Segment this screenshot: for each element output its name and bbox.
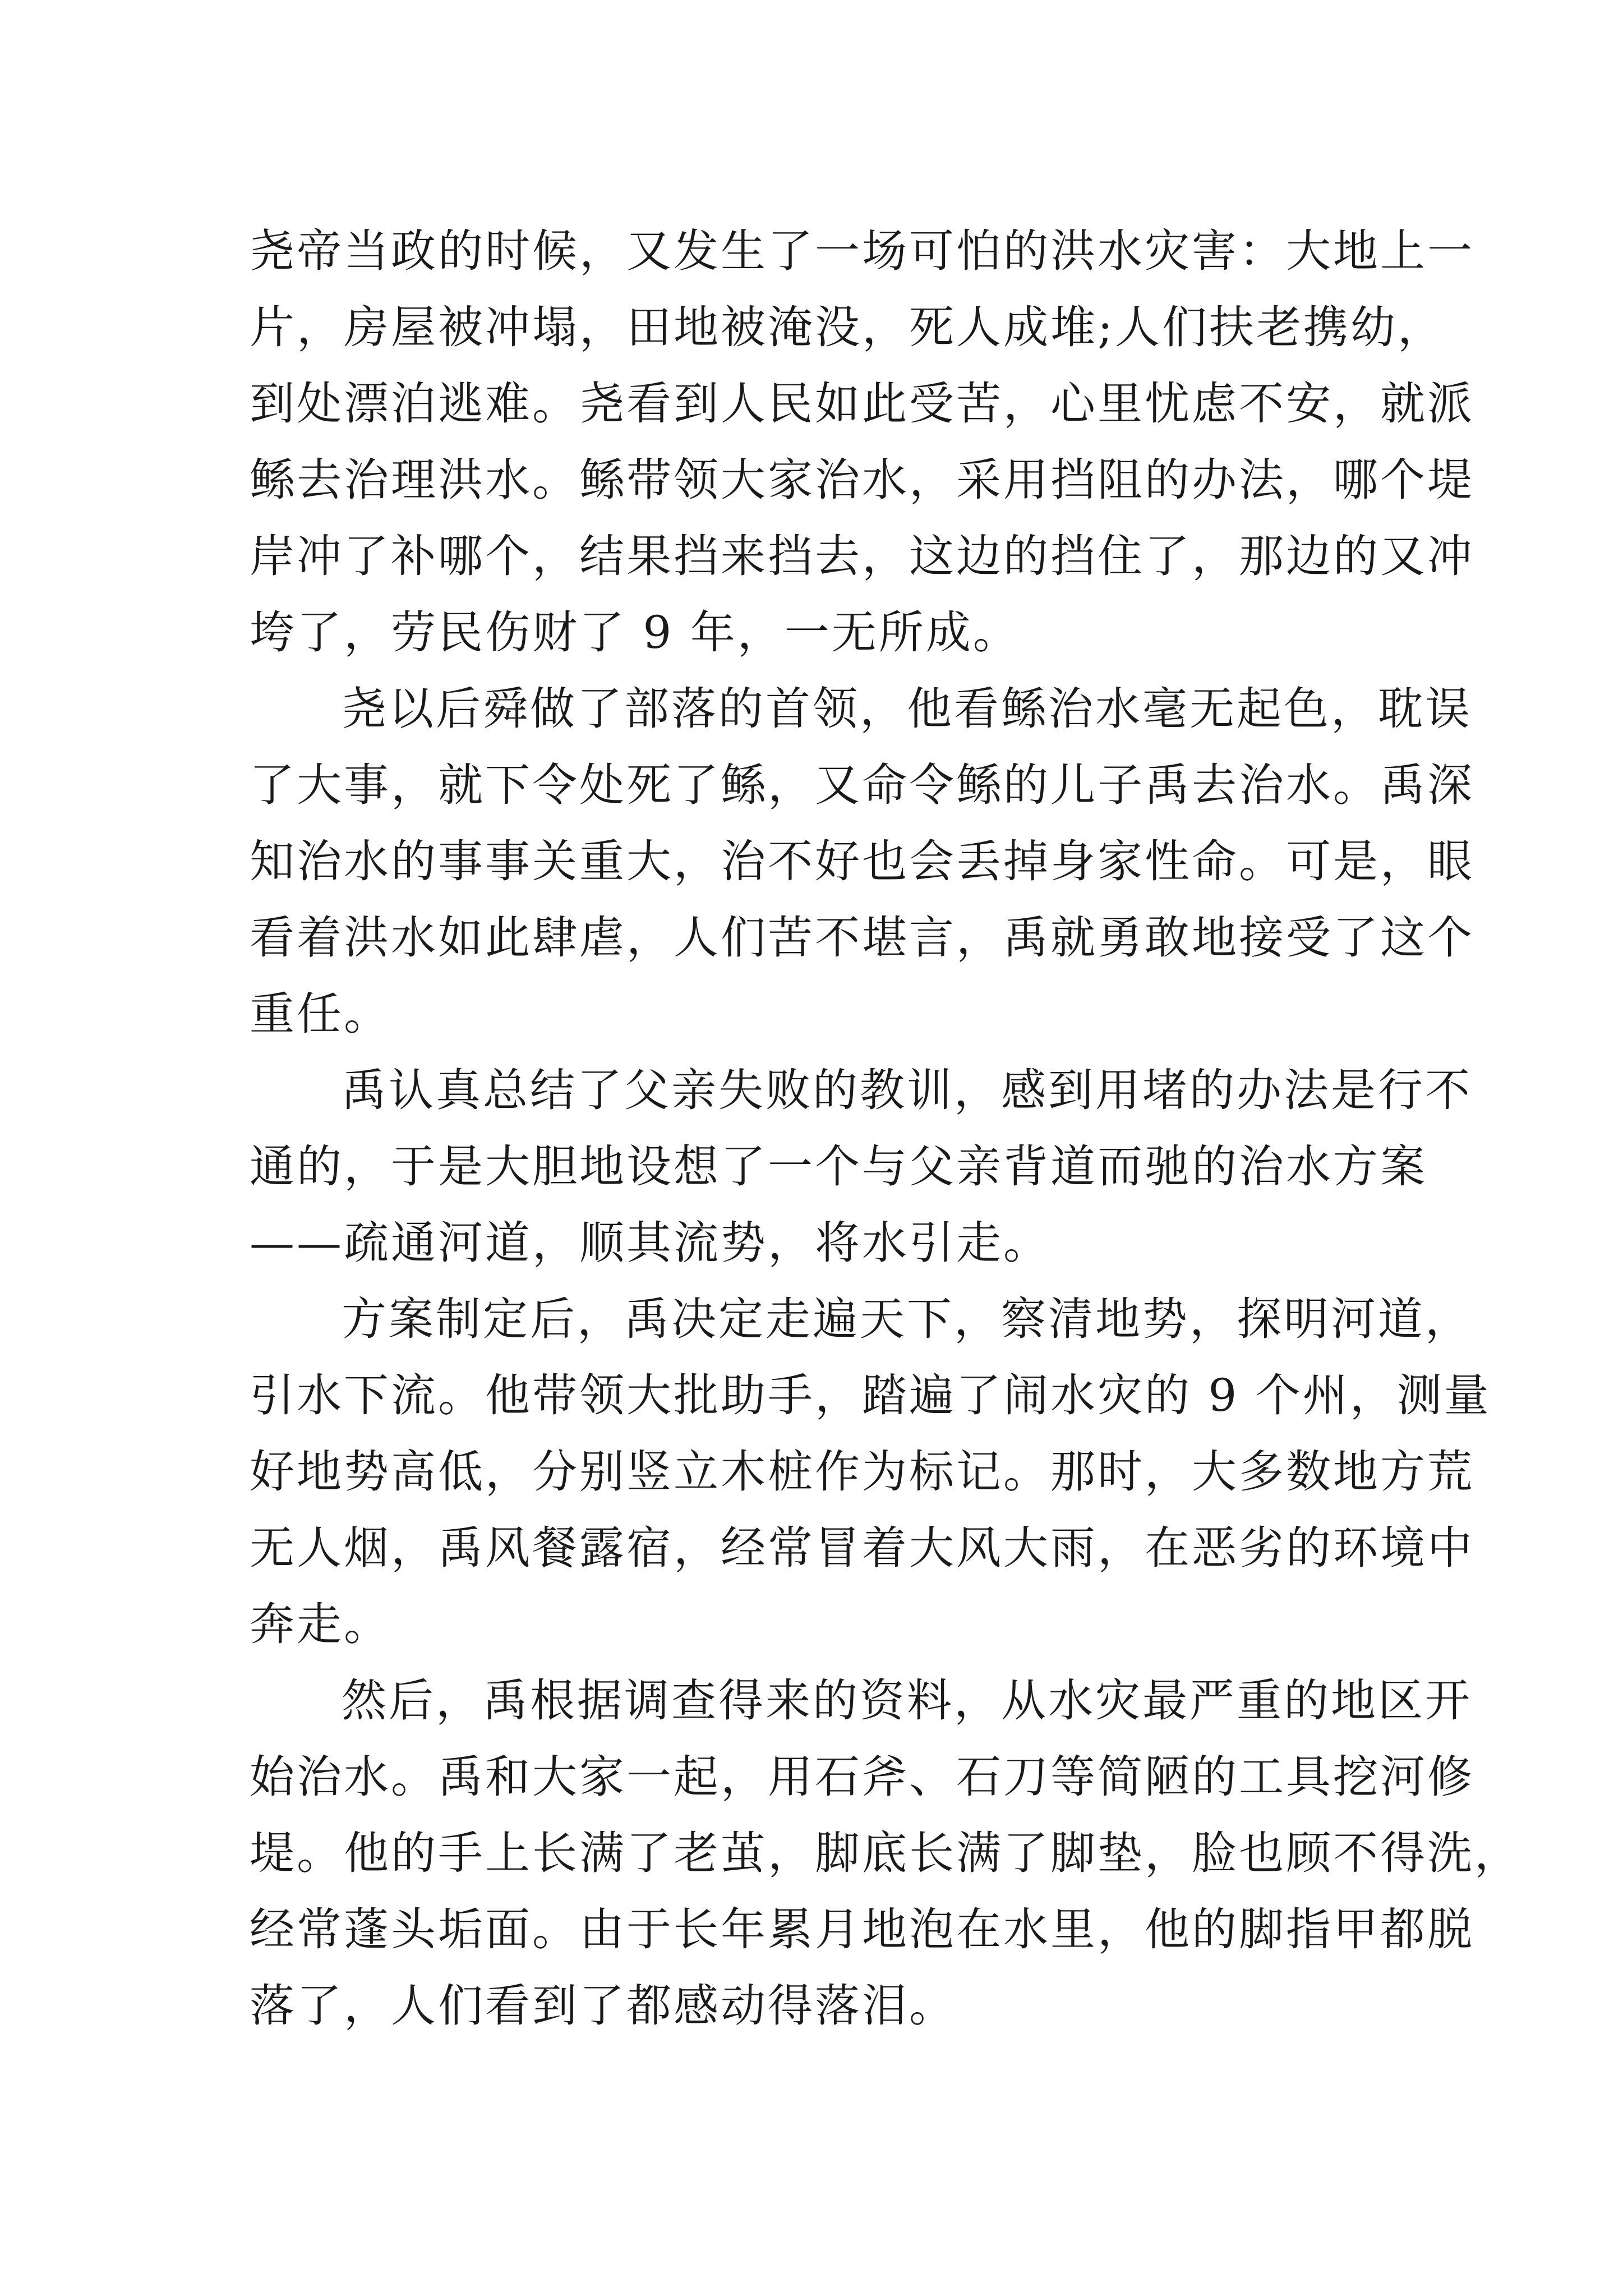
paragraph-line: 方案制定后，禹决定走遍天下，察清地势，探明河道，: [342, 1293, 1472, 1345]
paragraph-line: 始治水。禹和大家一起，用石斧、石刀等简陋的工具挖河修: [250, 1751, 1474, 1803]
article-body: [250, 213, 1521, 2044]
paragraph-5: [250, 1663, 1521, 2044]
paragraph-line: 无人烟，禹风餐露宿，经常冒着大风大雨，在恶劣的环境中: [250, 1522, 1474, 1574]
paragraph-4: [250, 1281, 1491, 1663]
paragraph-line: 鲧去治理洪水。鲧带领大家治水，采用挡阻的办法，哪个堤: [250, 454, 1474, 506]
paragraph-line: 堤。他的手上长满了老茧，脚底长满了脚垫，脸也顾不得洗，: [250, 1827, 1521, 1879]
paragraph-line: 重任。: [250, 988, 391, 1040]
paragraph-line: 尧帝当政的时候，又发生了一场可怕的洪水灾害：大地上一: [250, 225, 1474, 277]
paragraph-line: 奔走。: [250, 1598, 391, 1650]
paragraph-line: 片，房屋被冲塌，田地被淹没，死人成堆;人们扶老携幼，: [250, 301, 1445, 353]
paragraph-line: 了大事，就下令处死了鲧，又命令鲧的儿子禹去治水。禹深: [250, 759, 1474, 811]
paragraph-line: 垮了，劳民伤财了 9 年，一无所成。: [250, 606, 1020, 659]
paragraph-line: 好地势高低，分别竖立木桩作为标记。那时，大多数地方荒: [250, 1446, 1474, 1498]
paragraph-1: [250, 213, 1474, 671]
paragraph-line: 尧以后舜做了部落的首领，他看鲧治水毫无起色，耽误: [342, 683, 1472, 735]
paragraph-line: 然后，禹根据调查得来的资料，从水灾最严重的地区开: [342, 1674, 1472, 1727]
paragraph-line: 看着洪水如此肆虐，人们苦不堪言，禹就勇敢地接受了这个: [250, 912, 1474, 964]
paragraph-line: 落了，人们看到了都感动得落泪。: [250, 1980, 956, 2032]
paragraph-line: 到处漂泊逃难。尧看到人民如此受苦，心里忧虑不安，就派: [250, 378, 1474, 430]
paragraph-line: 禹认真总结了父亲失败的教训，感到用堵的办法是行不: [342, 1064, 1472, 1116]
paragraph-line: 知治水的事事关重大，治不好也会丢掉身家性命。可是，眼: [250, 835, 1474, 887]
paragraph-3: [250, 1052, 1472, 1281]
paragraph-line: 引水下流。他带领大批助手，踏遍了闹水灾的 9 个州，测量: [250, 1369, 1491, 1421]
paragraph-2: [250, 671, 1474, 1052]
paragraph-line: 通的，于是大胆地设想了一个与父亲背道而驰的治水方案: [250, 1140, 1427, 1193]
paragraph-line: 经常蓬头垢面。由于长年累月地泡在水里，他的脚指甲都脱: [250, 1903, 1474, 1955]
paragraph-line: 岸冲了补哪个，结果挡来挡去，这边的挡住了，那边的又冲: [250, 530, 1474, 582]
paragraph-line: ——疏通河道，顺其流势，将水引走。: [250, 1217, 1050, 1269]
